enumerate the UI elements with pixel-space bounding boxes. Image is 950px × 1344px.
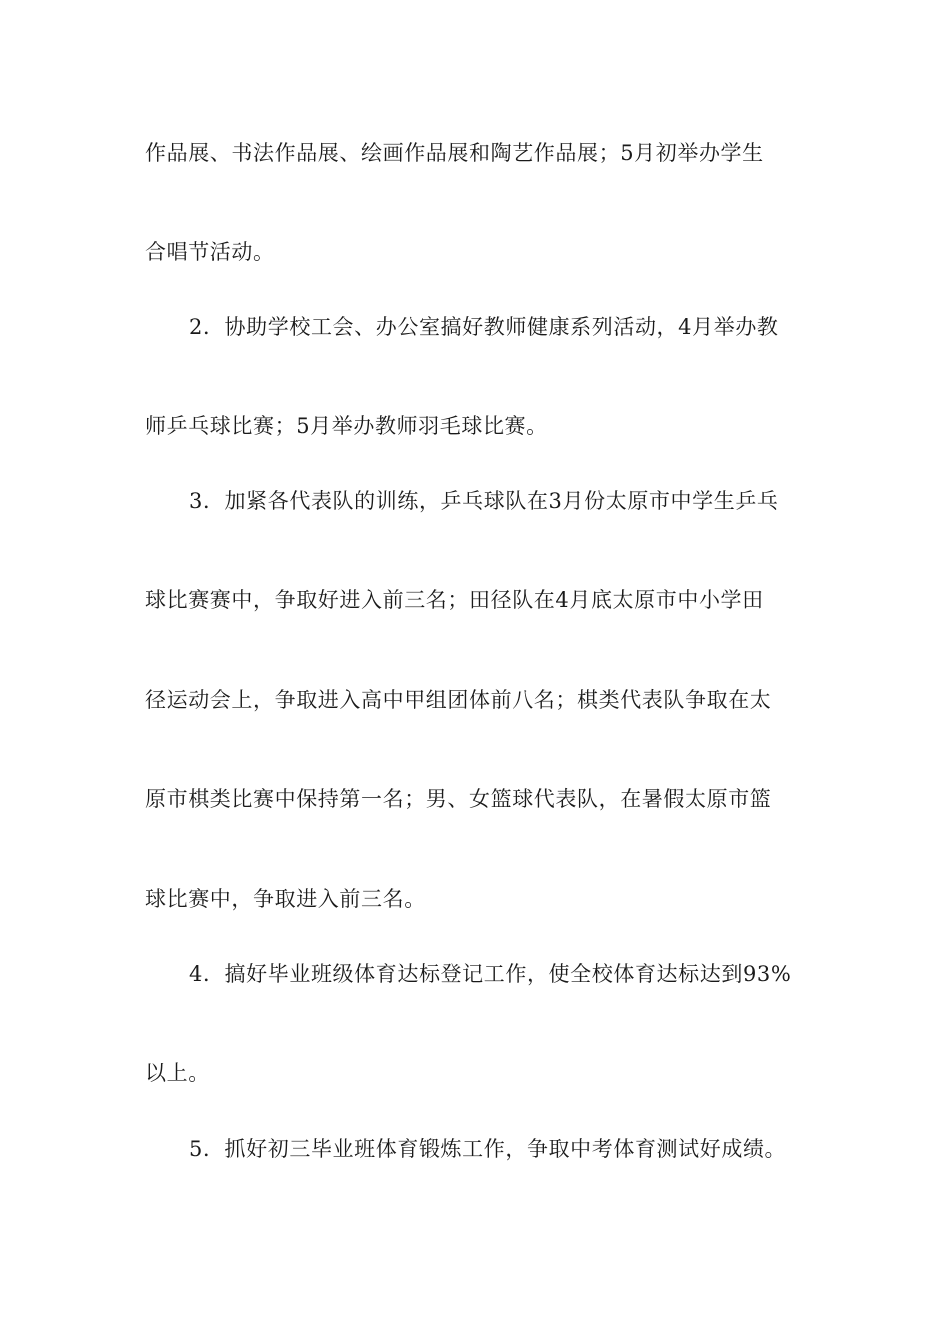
- paragraph-line: 以上。: [145, 1061, 210, 1085]
- paragraph-line: 5．抓好初三毕业班体育锻炼工作，争取中考体育测试好成绩。: [189, 1137, 787, 1161]
- paragraph-line: 作品展、书法作品展、绘画作品展和陶艺作品展；5月初举办学生: [145, 141, 764, 165]
- paragraph-line: 4．搞好毕业班级体育达标登记工作，使全校体育达标达到93%: [189, 962, 792, 986]
- paragraph-line: 合唱节活动。: [145, 240, 275, 264]
- paragraph-line: 球比赛中，争取进入前三名。: [145, 887, 426, 911]
- paragraph-line: 2．协助学校工会、办公室搞好教师健康系列活动，4月举办教: [189, 315, 779, 339]
- paragraph-line: 原市棋类比赛中保持第一名；男、女篮球代表队，在暑假太原市篮: [145, 787, 772, 811]
- paragraph-line: 3．加紧各代表队的训练，乒乓球队在3月份太原市中学生乒乓: [189, 489, 779, 513]
- paragraph-line: 球比赛赛中，争取好进入前三名；田径队在4月底太原市中小学田: [145, 588, 764, 612]
- paragraph-line: 径运动会上，争取进入高中甲组团体前八名；棋类代表队争取在太: [145, 688, 772, 712]
- paragraph-line: 师乒乓球比赛；5月举办教师羽毛球比赛。: [145, 414, 548, 438]
